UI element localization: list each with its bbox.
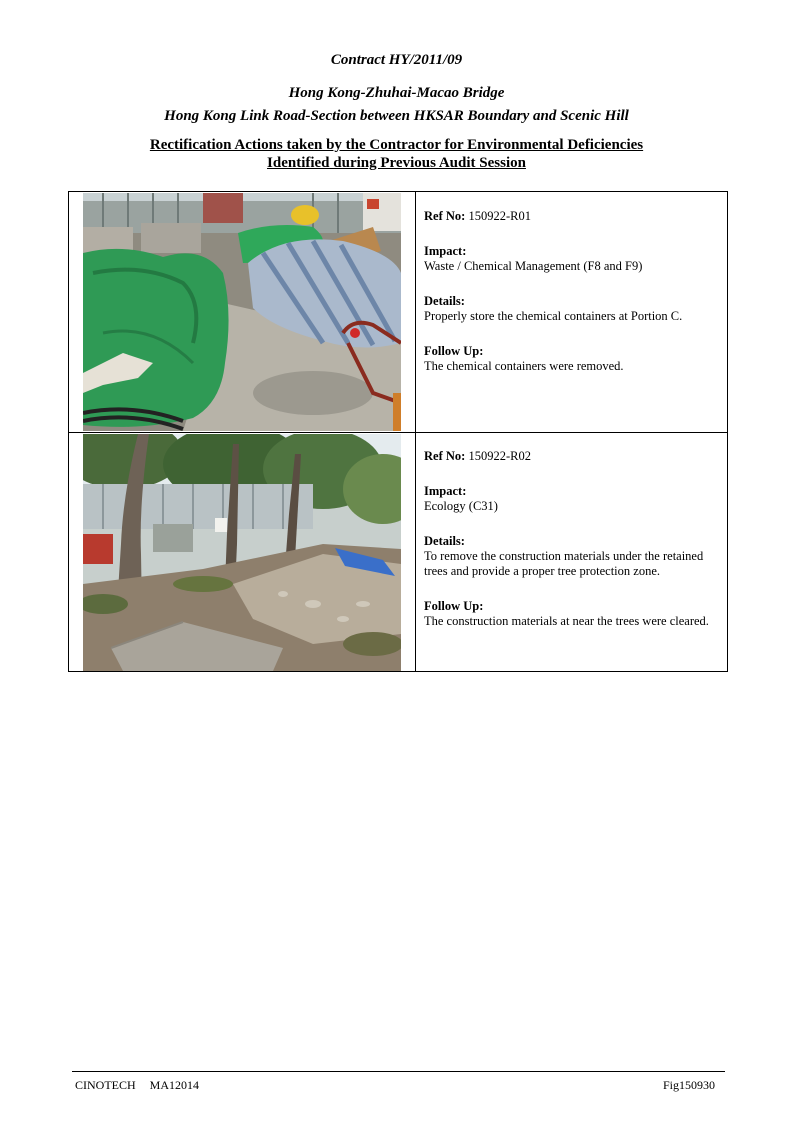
footer-doc-code: MA12014: [149, 1078, 200, 1092]
record-info: [424, 449, 720, 649]
record-info: [424, 209, 720, 394]
ref-number: 150922-R02: [468, 449, 531, 463]
impact-label: Impact:: [424, 244, 467, 258]
footer-company: CINOTECH: [75, 1078, 136, 1092]
footer-rule: [72, 1071, 725, 1072]
site-photo-chemical-containers: [83, 193, 401, 431]
follow-up-label: Follow Up:: [424, 599, 484, 613]
impact-text: Ecology (C31): [424, 499, 498, 513]
table-row: [69, 192, 727, 433]
site-photo-retained-trees: [83, 434, 401, 671]
section-heading-line1: Rectification Actions taken by the Contractor for Environmental Deficiencies: [149, 137, 644, 153]
footer-left: [75, 1078, 199, 1093]
details-text: To remove the construction materials under the retained trees and provide a proper tree protection zone.: [424, 549, 704, 578]
ref-number: 150922-R01: [468, 209, 531, 223]
details-label: Details:: [424, 294, 465, 308]
rectification-table: [68, 191, 728, 672]
impact-label: Impact:: [424, 484, 467, 498]
follow-up-text: The chemical containers were removed.: [424, 359, 624, 373]
table-row: [69, 433, 727, 671]
impact-text: Waste / Chemical Management (F8 and F9): [424, 259, 643, 273]
footer-figure-number: Fig150930: [662, 1078, 715, 1092]
project-title-line2: Hong Kong Link Road-Section between HKSAR Boundary and Scenic Hill: [164, 108, 629, 124]
details-text: Properly store the chemical containers at Portion C.: [424, 309, 683, 323]
follow-up-label: Follow Up:: [424, 344, 484, 358]
details-label: Details:: [424, 534, 465, 548]
ref-label: Ref No:: [424, 449, 466, 463]
contract-title: Contract HY/2011/09: [330, 52, 463, 68]
project-title-line1: Hong Kong-Zhuhai-Macao Bridge: [288, 85, 505, 101]
follow-up-text: The construction materials at near the trees were cleared.: [424, 614, 709, 628]
section-heading-line2: Identified during Previous Audit Session: [267, 155, 526, 171]
ref-label: Ref No:: [424, 209, 466, 223]
